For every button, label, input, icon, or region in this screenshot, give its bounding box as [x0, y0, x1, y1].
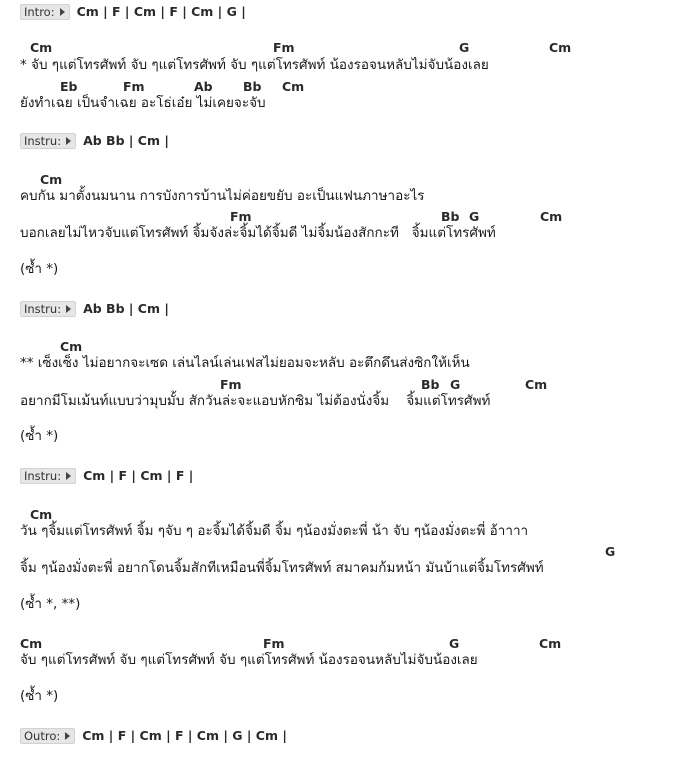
- chord: Cm: [20, 636, 43, 651]
- chord: G: [469, 209, 480, 224]
- outro-tag[interactable]: [20, 728, 75, 744]
- repeat-note: (ซ้ำ *): [20, 688, 59, 704]
- instru-label: Instru:: [24, 301, 62, 316]
- lyric-line: บอกเลยไม่ไหวจับแต่โทรศัพท์ จิ้มจังล่ะจิ้มได้จิ้มดี ไม่จิ้มน้องสักกะที จิ้มแต่โทรศัพท์: [20, 225, 496, 241]
- chord: Cm: [60, 339, 83, 354]
- instru-chords: Ab Bb | Cm |: [83, 133, 169, 148]
- chord: Bb: [421, 377, 440, 392]
- instru-tag[interactable]: [20, 301, 76, 317]
- chord: G: [605, 544, 616, 559]
- instru-row: [20, 467, 193, 484]
- chord: G: [450, 377, 461, 392]
- instru-chords: Cm | F | Cm | F |: [83, 468, 194, 483]
- chord: Fm: [220, 377, 242, 392]
- repeat-note: (ซ้ำ *, **): [20, 596, 81, 612]
- chord: Fm: [123, 79, 145, 94]
- lyric-line: คบกัน มาตั้งนมนาน การบังการบ้านไม่ค่อยขยับ อะเป็นแฟนภาษาอะไร: [20, 188, 425, 204]
- chord: Cm: [40, 172, 63, 187]
- intro-label: Intro:: [24, 4, 55, 19]
- intro-tag[interactable]: [20, 4, 70, 20]
- lyric-line: วัน ๆจิ้มแต่โทรศัพท์ จิ้ม ๆจับ ๆ อะจิ้มได้จิ้มดี จิ้ม ๆน้องมั่งตะพี่ น้า จับ ๆน้องมั่งตะพี่ อ้าาาา: [20, 523, 529, 539]
- instru-tag[interactable]: [20, 133, 76, 149]
- lyric-line: ** เซ็งเซ็ง ไม่อยากจะเซด เล่นไลน์เล่นเฟสไม่ยอมจะหลับ อะตึกดึนส่งซิกให้เห็น: [20, 355, 470, 371]
- chord: Cm: [549, 40, 572, 55]
- instru-tag[interactable]: [20, 468, 76, 484]
- chord: Cm: [30, 507, 53, 522]
- instru-chords: Ab Bb | Cm |: [83, 301, 169, 316]
- chord: Bb: [441, 209, 460, 224]
- chord: G: [459, 40, 470, 55]
- chord: Cm: [525, 377, 548, 392]
- chord: Fm: [230, 209, 252, 224]
- lyric-line: * จับ ๆแต่โทรศัพท์ จับ ๆแต่โทรศัพท์ จับ ๆแต่โทรศัพท์ น้องรอจนหลับไม่จับน้องเลย: [20, 57, 489, 73]
- play-arrow-icon: [65, 732, 70, 740]
- repeat-note: (ซ้ำ *): [20, 261, 59, 277]
- intro-chords: Cm | F | Cm | F | Cm | G |: [76, 4, 246, 19]
- instru-row: [20, 132, 169, 149]
- lyric-line: จับ ๆแต่โทรศัพท์ จับ ๆแต่โทรศัพท์ จับ ๆแต่โทรศัพท์ น้องรอจนหลับไม่จับน้องเลย: [20, 652, 478, 668]
- chord: Fm: [263, 636, 285, 651]
- chord: Ab: [194, 79, 213, 94]
- chord: Bb: [243, 79, 262, 94]
- lyric-line: จิ้ม ๆน้องมั่งตะพี่ อยากโดนจิ้มสักทีเหมือนพี่จิ้มโทรศัพท์ สมาคมก้มหน้า มันบ้าแต่จิ้มโทรศัพท์: [20, 560, 544, 576]
- outro-row: [20, 727, 287, 744]
- chord: Cm: [539, 636, 562, 651]
- instru-label: Instru:: [24, 468, 62, 483]
- outro-chords: Cm | F | Cm | F | Cm | G | Cm |: [82, 728, 287, 743]
- chord: Cm: [540, 209, 563, 224]
- chord: Cm: [282, 79, 305, 94]
- lyric-line: อยากมีโมเม้นท์แบบว่ามุบมั้บ สักวันล่ะจะแอบหักซิม ไม่ต้องนั่งจิ้ม จิ้มแต่โทรศัพท์: [20, 393, 491, 409]
- play-arrow-icon: [66, 137, 71, 145]
- repeat-note: (ซ้ำ *): [20, 428, 59, 444]
- chord: Fm: [273, 40, 295, 55]
- instru-row: [20, 300, 169, 317]
- intro-row: [20, 3, 246, 20]
- lyric-line: ยังทำเฉย เป็นจำเฉย อะโธ่เอ๋ย ไม่เคยจะจับ: [20, 95, 266, 111]
- chord: G: [449, 636, 460, 651]
- chord: Eb: [60, 79, 78, 94]
- chord: Cm: [30, 40, 53, 55]
- instru-label: Instru:: [24, 133, 62, 148]
- play-arrow-icon: [66, 472, 71, 480]
- play-arrow-icon: [66, 305, 71, 313]
- play-arrow-icon: [60, 8, 65, 16]
- outro-label: Outro:: [24, 728, 61, 743]
